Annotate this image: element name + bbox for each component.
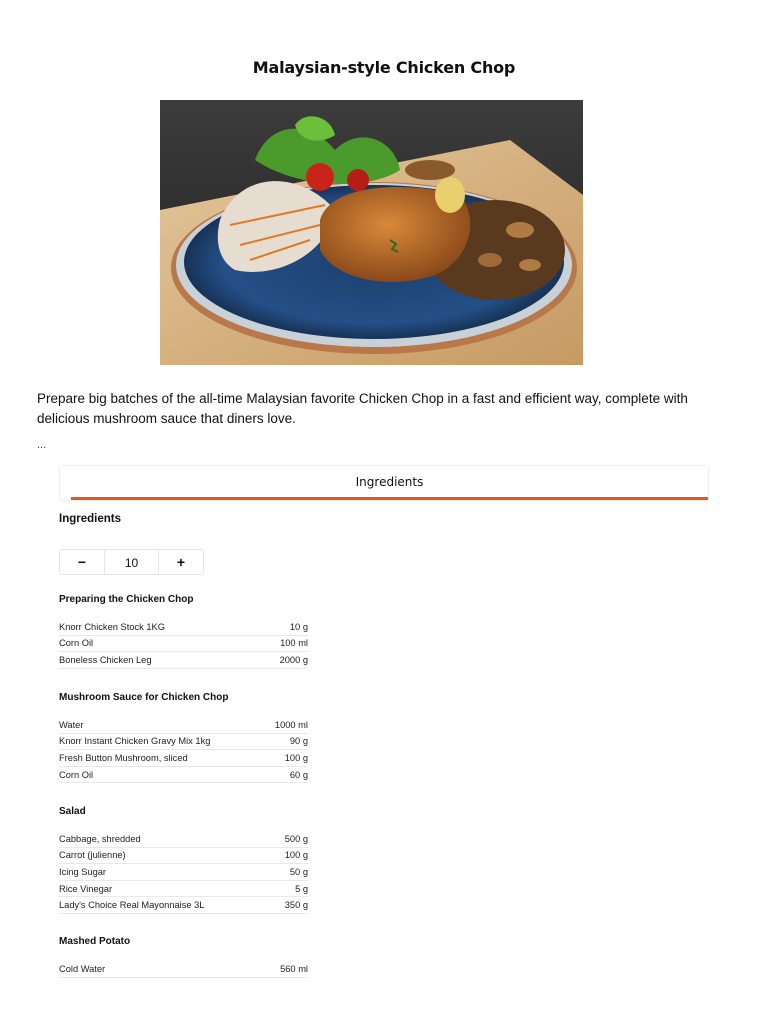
ingredient-quantity: 90 g: [289, 736, 308, 747]
ingredient-row: [59, 961, 308, 978]
ingredient-section-title: Mushroom Sauce for Chicken Chop: [59, 692, 229, 703]
decrement-button[interactable]: −: [77, 554, 87, 570]
tab-ingredients[interactable]: Ingredients: [71, 466, 708, 500]
ingredient-name: Icing Sugar: [59, 866, 107, 877]
ingredient-name: Fresh Button Mushroom, sliced: [59, 752, 188, 763]
ingredient-row: [59, 881, 308, 898]
ingredients-heading: Ingredients: [59, 513, 121, 525]
increment-button[interactable]: +: [176, 554, 186, 570]
ingredient-list: [59, 717, 308, 783]
ingredient-name: Cabbage, shredded: [59, 833, 141, 844]
ingredient-row: [59, 717, 308, 734]
ingredient-name: Cold Water: [59, 963, 106, 974]
ingredient-row: [59, 619, 308, 636]
ingredient-name: Corn Oil: [59, 769, 94, 780]
ingredient-section-title: Mashed Potato: [59, 936, 131, 947]
ingredient-name: Carrot (julienne): [59, 850, 126, 861]
ingredient-row: [59, 636, 308, 653]
ingredient-section-title: Salad: [59, 806, 86, 817]
ingredient-row: [59, 734, 308, 751]
ingredient-quantity: 50 g: [289, 866, 308, 877]
ingredient-section-title: Preparing the Chicken Chop: [59, 594, 194, 605]
ingredient-quantity: 2000 g: [279, 654, 308, 665]
ingredient-list: [59, 831, 308, 914]
ingredient-list: [59, 619, 308, 669]
ingredient-quantity: 560 ml: [280, 963, 308, 974]
ingredient-row: [59, 767, 308, 784]
read-more-ellipsis[interactable]: ...: [37, 439, 47, 451]
ingredient-row: [59, 750, 308, 767]
recipe-description: Prepare big batches of the all-time Malaysian favorite Chicken Chop in a fast and efficient way, complete with delicious mushroom sauce that diners love.: [37, 391, 688, 426]
ingredient-quantity: 100 ml: [280, 638, 308, 649]
ingredient-row: [59, 848, 308, 865]
servings-value[interactable]: 10: [104, 550, 159, 574]
ingredient-name: Water: [59, 719, 84, 730]
ingredient-row: [59, 652, 308, 669]
recipe-photo: [160, 100, 583, 365]
servings-stepper: [59, 549, 204, 575]
ingredient-quantity: 500 g: [284, 833, 308, 844]
ingredient-quantity: 60 g: [289, 769, 308, 780]
recipe-title: Malaysian-style Chicken Chop: [252, 58, 516, 77]
ingredient-name: Knorr Chicken Stock 1KG: [59, 621, 165, 632]
ingredient-name: Knorr Instant Chicken Gravy Mix 1kg: [59, 736, 211, 747]
ingredient-quantity: 1000 ml: [274, 719, 308, 730]
ingredient-name: Rice Vinegar: [59, 883, 113, 894]
ingredient-quantity: 100 g: [284, 752, 308, 763]
ingredient-quantity: 10 g: [289, 621, 308, 632]
ingredient-row: [59, 831, 308, 848]
ingredient-quantity: 100 g: [284, 850, 308, 861]
ingredient-quantity: 5 g: [295, 883, 308, 894]
recipe-tabs: [60, 466, 708, 500]
ingredient-name: Boneless Chicken Leg: [59, 654, 152, 665]
ingredient-row: [59, 897, 308, 914]
ingredient-list: [59, 961, 308, 978]
ingredient-name: Corn Oil: [59, 638, 94, 649]
ingredient-row: [59, 864, 308, 881]
ingredient-name: Lady's Choice Real Mayonnaise 3L: [59, 900, 205, 911]
ingredient-quantity: 350 g: [284, 900, 308, 911]
